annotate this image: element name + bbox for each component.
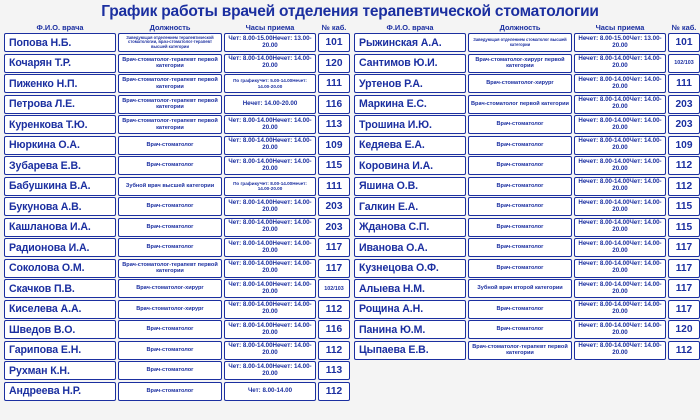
doctor-name: Жданова С.П. xyxy=(354,218,466,237)
doctor-name: Куренкова Т.Ю. xyxy=(4,115,116,134)
doctor-name: Трошина И.Ю. xyxy=(354,115,466,134)
doctor-room: 111 xyxy=(318,74,350,93)
doctor-position: Врач-стоматолог-терапевт первой категории xyxy=(468,341,572,360)
table-row xyxy=(354,54,700,73)
doctor-room: 112 xyxy=(318,341,350,360)
doctor-room: 113 xyxy=(318,361,350,380)
page-title: График работы врачей отделения терапевтической стоматологии xyxy=(101,3,599,20)
table-row xyxy=(354,177,700,196)
table-row xyxy=(354,115,700,134)
header-hours: Часы приема xyxy=(595,23,645,32)
doctor-hours: Чет: 8.00-14.00Нечет: 14.00-20.00 xyxy=(224,320,316,339)
doctor-room: 111 xyxy=(318,177,350,196)
doctor-hours: Нечет: 8.00-14.00Чет: 14.00-20.00 xyxy=(574,74,666,93)
doctor-room: 117 xyxy=(318,259,350,278)
doctor-position: Врач-стоматолог xyxy=(118,156,222,175)
table-row xyxy=(354,341,700,360)
table-row xyxy=(354,279,700,298)
doctor-name: Попова Н.Б. xyxy=(4,33,116,52)
doctor-name: Андреева Н.Р. xyxy=(4,382,116,401)
doctor-room: 113 xyxy=(318,115,350,134)
doctor-room: 117 xyxy=(668,259,700,278)
doctor-position: Врач-стоматолог-хирург xyxy=(118,279,222,298)
doctor-hours: Нечет: 8.00-14.00Чет: 14.00-20.00 xyxy=(574,177,666,196)
table-row xyxy=(4,74,350,93)
doctor-hours: Нечет: 8.00-14.00Чет: 14.00-20.00 xyxy=(574,218,666,237)
header-room: № каб. xyxy=(321,23,347,32)
doctor-name: Кашланова И.А. xyxy=(4,218,116,237)
doctor-position: Врач-стоматолог-терапевт первой категории xyxy=(118,54,222,73)
table-row xyxy=(4,177,350,196)
doctor-room: 109 xyxy=(318,136,350,155)
doctor-hours: Нечет: 8.00-14.00Чет: 14.00-20.00 xyxy=(574,54,666,73)
doctor-position: Врач-стоматолог xyxy=(118,382,222,401)
doctor-room: 115 xyxy=(318,156,350,175)
doctor-room: 117 xyxy=(668,238,700,257)
doctor-hours: Чет: 8.00-14.00Нечет: 14.00-20.00 xyxy=(224,361,316,380)
table-row xyxy=(354,95,700,114)
table-row xyxy=(354,136,700,155)
doctor-hours: Чет: 8.00-14.00Нечет: 14.00-20.00 xyxy=(224,218,316,237)
table-row xyxy=(4,259,350,278)
doctor-room: 203 xyxy=(668,115,700,134)
table-row xyxy=(4,115,350,134)
doctor-room: 112 xyxy=(668,156,700,175)
doctor-hours: Чет: 8.00-14.00Нечет: 14.00-20.00 xyxy=(224,197,316,216)
doctor-position: Врач-стоматолог xyxy=(468,177,572,196)
doctor-room: 116 xyxy=(318,95,350,114)
doctor-position: Врач-стоматолог xyxy=(468,136,572,155)
doctor-room: 111 xyxy=(668,74,700,93)
doctor-position: Зубной врач второй категории xyxy=(468,279,572,298)
table-row xyxy=(4,136,350,155)
doctor-position: Врач-стоматолог xyxy=(468,320,572,339)
doctor-name: Уртенов Р.А. xyxy=(354,74,466,93)
doctor-name: Сантимов Ю.И. xyxy=(354,54,466,73)
doctor-position: Врач-стоматолог xyxy=(468,259,572,278)
schedule-columns xyxy=(4,22,696,402)
doctor-position: Врач-стоматолог xyxy=(118,238,222,257)
table-row xyxy=(4,218,350,237)
table-row xyxy=(4,156,350,175)
doctor-name: Кедяева Е.А. xyxy=(354,136,466,155)
table-row xyxy=(4,382,350,401)
doctor-position: Врач-стоматолог xyxy=(118,197,222,216)
doctor-position: Врач-стоматолог xyxy=(468,197,572,216)
doctor-name: Бабушкина В.А. xyxy=(4,177,116,196)
doctor-hours: Нечет: 14.00-20.00 xyxy=(224,95,316,114)
table-row xyxy=(354,33,700,52)
header-name: Ф.И.О. врача xyxy=(386,23,434,32)
doctor-hours: По графикуЧет: 5.00-14.00Нечет: 14.00-20.00 xyxy=(224,74,316,93)
doctor-hours: По графикуЧет: 8.00-14.00Нечет: 14.00-20.00 xyxy=(224,177,316,196)
doctor-hours: Чет: 8.00-14.00Нечет: 14.00-20.00 xyxy=(224,115,316,134)
doctor-room: 117 xyxy=(668,300,700,319)
doctor-position: Врач-стоматолог-терапевт первой категории xyxy=(118,115,222,134)
doctor-position: Врач-стоматолог xyxy=(468,115,572,134)
header-name: Ф.И.О. врача xyxy=(36,23,84,32)
doctor-hours: Чет: 8.00-14.00Нечет: 14.00-20.00 xyxy=(224,136,316,155)
doctor-hours: Нечет: 8.00-14.00Чет: 14.00-20.00 xyxy=(574,341,666,360)
doctor-name: Нюркина О.А. xyxy=(4,136,116,155)
doctor-position: Врач-стоматолог xyxy=(118,320,222,339)
doctor-position: Врач-стоматолог xyxy=(468,300,572,319)
doctor-name: Кузнецова О.Ф. xyxy=(354,259,466,278)
doctor-name: Киселева А.А. xyxy=(4,300,116,319)
doctor-room: 203 xyxy=(318,197,350,216)
doctor-hours: Чет: 8.00-14.00 xyxy=(224,382,316,401)
header-room: № каб. xyxy=(671,23,697,32)
doctor-hours: Чет: 8.00-14.00Нечет: 14.00-20.00 xyxy=(224,259,316,278)
doctor-hours: Нечет: 8.00-14.00Чет: 14.00-20.00 xyxy=(574,95,666,114)
left-rows xyxy=(4,33,350,401)
doctor-name: Галкин Е.А. xyxy=(354,197,466,216)
doctor-name: Зубарева Е.В. xyxy=(4,156,116,175)
header-hours: Часы приема xyxy=(245,23,295,32)
doctor-name: Коровина И.А. xyxy=(354,156,466,175)
left-column xyxy=(4,22,350,402)
doctor-position: Заведующая отделением стоматолог высшей категории xyxy=(468,33,572,52)
doctor-hours: Чет: 8.00-15.00Нечет: 13.00-20.00 xyxy=(224,33,316,52)
table-row xyxy=(354,259,700,278)
table-row xyxy=(354,156,700,175)
table-row xyxy=(4,197,350,216)
doctor-position: Врач-стоматолог xyxy=(118,136,222,155)
doctor-room: 120 xyxy=(318,54,350,73)
table-row xyxy=(4,320,350,339)
doctor-name: Рыжинская А.А. xyxy=(354,33,466,52)
doctor-hours: Чет: 8.00-14.00Нечет: 14.00-20.00 xyxy=(224,279,316,298)
doctor-room: 117 xyxy=(318,238,350,257)
doctor-room: 203 xyxy=(668,95,700,114)
doctor-room: 101 xyxy=(318,33,350,52)
doctor-room: 101 xyxy=(668,33,700,52)
table-row xyxy=(4,54,350,73)
doctor-room: 117 xyxy=(668,279,700,298)
doctor-room: 109 xyxy=(668,136,700,155)
table-row xyxy=(4,361,350,380)
table-row xyxy=(4,95,350,114)
doctor-name: Кочарян Т.Р. xyxy=(4,54,116,73)
doctor-hours: Нечет: 8.00-14.00Чет: 14.00-20.00 xyxy=(574,197,666,216)
right-column xyxy=(354,22,700,402)
table-row xyxy=(354,238,700,257)
doctor-position: Врач-стоматолог xyxy=(468,238,572,257)
table-row xyxy=(354,320,700,339)
right-column-headers xyxy=(354,22,700,32)
doctor-hours: Нечет: 8.00-14.00Чет: 14.00-20.00 xyxy=(574,279,666,298)
table-row xyxy=(354,197,700,216)
doctor-name: Цыпаева Е.В. xyxy=(354,341,466,360)
doctor-name: Соколова О.М. xyxy=(4,259,116,278)
doctor-hours: Нечет: 8.00-15.00Чет: 13.00-20.00 xyxy=(574,33,666,52)
doctor-room: 102/103 xyxy=(318,279,350,298)
doctor-name: Гарипова Е.Н. xyxy=(4,341,116,360)
doctor-name: Радионова И.А. xyxy=(4,238,116,257)
doctor-name: Рухман К.Н. xyxy=(4,361,116,380)
doctor-hours: Нечет: 8.00-14.00Чет: 14.00-20.00 xyxy=(574,320,666,339)
doctor-position: Врач-стоматолог xyxy=(118,341,222,360)
doctor-position: Врач-стоматолог xyxy=(118,218,222,237)
doctor-hours: Чет: 8.00-14.00Нечет: 14.00-20.00 xyxy=(224,156,316,175)
doctor-position: Врач-стоматолог-терапевт первой категории xyxy=(118,259,222,278)
header-position: Должность xyxy=(499,23,541,32)
doctor-position: Врач-стоматолог-терапевт первой категории xyxy=(118,95,222,114)
left-column-headers xyxy=(4,22,350,32)
doctor-hours: Нечет: 8.00-14.00Чет: 14.00-20.00 xyxy=(574,259,666,278)
header-position: Должность xyxy=(149,23,191,32)
doctor-name: Шведов В.О. xyxy=(4,320,116,339)
doctor-room: 112 xyxy=(318,382,350,401)
doctor-hours: Нечет: 8.00-14.00Чет: 14.00-20.00 xyxy=(574,136,666,155)
doctor-room: 112 xyxy=(318,300,350,319)
table-row xyxy=(4,341,350,360)
doctor-room: 112 xyxy=(668,341,700,360)
doctor-position: Зубной врач высшей категории xyxy=(118,177,222,196)
doctor-name: Скачков П.В. xyxy=(4,279,116,298)
doctor-room: 203 xyxy=(318,218,350,237)
doctor-name: Иванова О.А. xyxy=(354,238,466,257)
doctor-room: 116 xyxy=(318,320,350,339)
doctor-hours: Чет: 8.00-14.00Нечет: 14.00-20.00 xyxy=(224,238,316,257)
doctor-name: Алыева Н.М. xyxy=(354,279,466,298)
doctor-name: Яшина О.В. xyxy=(354,177,466,196)
right-rows xyxy=(354,33,700,360)
doctor-position: Заведующая отделением терапевтической стоматологии, врач-стоматолог-терапевт высшей категории xyxy=(118,33,222,52)
doctor-position: Врач-стоматолог xyxy=(118,361,222,380)
doctor-hours: Нечет: 8.00-14.00Чет: 14.00-20.00 xyxy=(574,115,666,134)
doctor-position: Врач-стоматолог-хирург первой категории xyxy=(468,54,572,73)
table-row xyxy=(4,279,350,298)
doctor-position: Врач-стоматолог xyxy=(468,218,572,237)
doctor-hours: Чет: 8.00-14.00Нечет: 14.00-20.00 xyxy=(224,341,316,360)
table-row xyxy=(354,300,700,319)
doctor-position: Врач-стоматолог-хирург xyxy=(118,300,222,319)
doctor-room: 115 xyxy=(668,197,700,216)
table-row xyxy=(4,300,350,319)
doctor-room: 112 xyxy=(668,177,700,196)
doctor-position: Врач-стоматолог-хирург xyxy=(468,74,572,93)
doctor-name: Панина Ю.М. xyxy=(354,320,466,339)
doctor-position: Врач-стоматолог-терапевт первой категории xyxy=(118,74,222,93)
table-row xyxy=(354,74,700,93)
doctor-name: Рощина А.Н. xyxy=(354,300,466,319)
doctor-hours: Нечет: 8.00-14.00Чет: 14.00-20.00 xyxy=(574,156,666,175)
table-row xyxy=(4,238,350,257)
doctor-name: Букунова А.В. xyxy=(4,197,116,216)
doctor-name: Маркина Е.С. xyxy=(354,95,466,114)
table-row xyxy=(354,218,700,237)
doctor-name: Пиженко Н.П. xyxy=(4,74,116,93)
doctor-room: 120 xyxy=(668,320,700,339)
table-row xyxy=(4,33,350,52)
doctor-room: 102/103 xyxy=(668,54,700,73)
doctor-position: Врач-стоматолог первой категории xyxy=(468,95,572,114)
doctor-name: Петрова Л.Е. xyxy=(4,95,116,114)
doctor-hours: Чет: 8.00-14.00Нечет: 14.00-20.00 xyxy=(224,300,316,319)
doctor-hours: Нечет: 8.00-14.00Чет: 14.00-20.00 xyxy=(574,300,666,319)
doctor-position: Врач-стоматолог xyxy=(468,156,572,175)
doctor-hours: Нечет: 8.00-14.00Чет: 14.00-20.00 xyxy=(574,238,666,257)
doctor-hours: Чет: 8.00-14.00Нечет: 14.00-20.00 xyxy=(224,54,316,73)
doctor-room: 115 xyxy=(668,218,700,237)
